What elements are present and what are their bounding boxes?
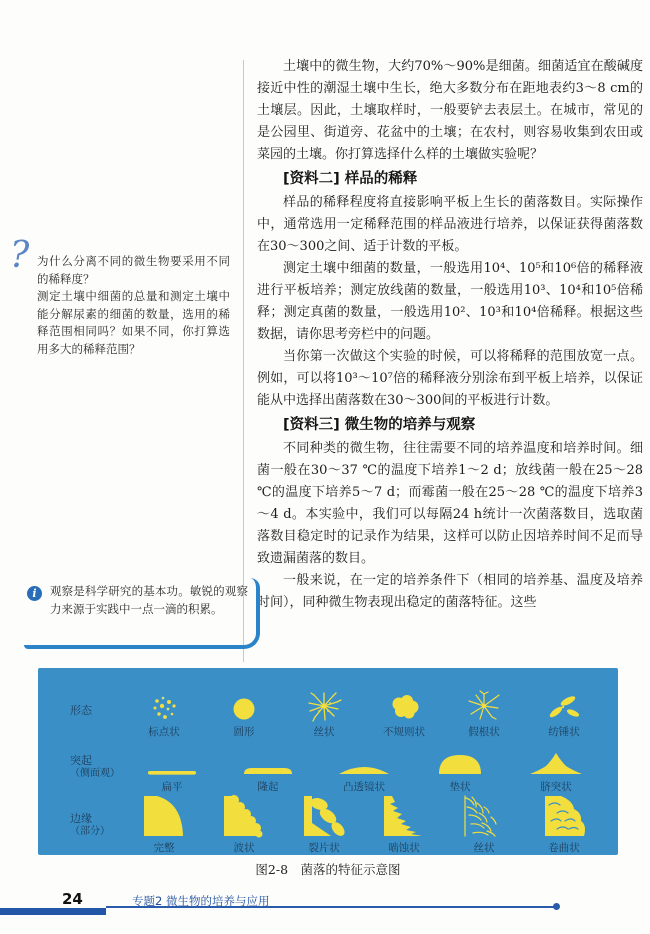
footer-chapter-title: 专题2 微生物的培养与应用 xyxy=(132,894,270,908)
colony-item-label: 纺锤状 xyxy=(548,726,580,738)
colony-item-label: 假根状 xyxy=(468,726,500,738)
colony-item xyxy=(284,689,364,739)
colony-item-label: 垫状 xyxy=(449,781,471,793)
rhizoid-icon xyxy=(464,689,504,723)
row-label-morphology xyxy=(38,704,124,717)
colony-item xyxy=(124,689,204,739)
colony-item-label: 啮蚀状 xyxy=(388,842,420,854)
margin-tip-box xyxy=(24,578,260,649)
margin-tip-text: 观察是科学研究的基本功。敏锐的观察力来源于实践中一点一滴的积累。 xyxy=(50,584,248,616)
colony-item xyxy=(316,748,412,794)
colony-item-label: 隆起 xyxy=(257,781,279,793)
colony-item xyxy=(220,748,316,794)
colony-item-label: 丝状 xyxy=(473,842,495,854)
heading-material-3: [资料三] 微生物的培养与观察 xyxy=(283,417,476,433)
flat-icon xyxy=(140,748,204,778)
figure-caption: 图2-8 菌落的特征示意图 xyxy=(255,862,401,877)
paragraph-colony-traits: 一般来说，在一定的培养条件下（相同的培养基、温度及培养时间），同种微生物表现出稳定的菌落特征。这些 xyxy=(257,573,643,610)
row-label-text: 突起 xyxy=(70,753,92,767)
colony-item-label: 脐突状 xyxy=(540,781,572,793)
colony-item-label: 不规则状 xyxy=(383,726,425,738)
row-label-subtext: （部分） xyxy=(70,825,110,837)
figure-row-margin xyxy=(38,794,618,855)
colony-item xyxy=(444,689,524,739)
figure-row-morphology xyxy=(38,668,618,739)
paragraph-dilution-range: 当你第一次做这个实验的时候，可以将稀释的范围放宽一点。例如，可以将10³～10⁷倍的稀释液分别涂布到平板上培养，以保证能从中选择出菌落数在30～300间的平板进行计数。 xyxy=(257,349,643,408)
erose-icon xyxy=(377,793,431,839)
colony-item xyxy=(124,793,204,855)
colony-characteristics-figure xyxy=(38,668,618,855)
margin-question-line-2: 测定土壤中细菌的总量和测定土壤中能分解尿素的细菌的数量，选用的稀释范围相同吗？如果不同，你打算选用多大的稀释范围？ xyxy=(37,289,230,356)
colony-item-label: 波状 xyxy=(233,842,255,854)
colony-item xyxy=(444,793,524,855)
heading-material-2: [资料二] 样品的稀释 xyxy=(283,171,418,187)
colony-item-label: 标点状 xyxy=(148,726,180,738)
raised-icon xyxy=(236,748,300,778)
row-label-elevation xyxy=(38,754,124,780)
paragraph-dilution-ratios: 测定土壤中细菌的数量，一般选用10⁴、10⁵和10⁶倍的稀释液进行平板培养；测定放线菌的数量，一般选用10³、10⁴和10⁵倍稀释；测定真菌的数量，一般选用10²、10³和10⁴倍稀释。根据这些数据，请你思考旁栏中的问题。 xyxy=(257,261,643,342)
paragraph-culture-conditions: 不同种类的微生物，往往需要不同的培养温度和培养时间。细菌一般在30～37 ℃的温度下培养1～2 d；放线菌一般在25～28 ℃的温度下培养5～7 d；而霉菌一般在25～28 ℃的温度下培养3～4 d。本实验中，我们可以每隔24 h统计一次菌落数目，选取菌落数目稳定时的记录作为结果，这样可以防止因培养时间不足而导致遗漏菌落的数目。 xyxy=(257,441,643,566)
curled-icon xyxy=(537,793,591,839)
undulate-icon xyxy=(217,793,271,839)
colony-item xyxy=(508,748,604,794)
footer-accent-bar xyxy=(0,908,106,915)
punctiform-icon xyxy=(147,693,181,723)
main-text-column xyxy=(257,56,643,614)
colony-item xyxy=(364,689,444,739)
info-icon: i xyxy=(27,586,42,601)
figure-row-elevation xyxy=(38,739,618,794)
row-label-text: 边缘 xyxy=(70,811,92,825)
paragraph-soil-microbes: 土壤中的微生物，大约70%～90%是细菌。细菌适宜在酸碱度接近中性的潮湿土壤中生长，绝大多数分布在距地表约3～8 cm的土壤层。因此，土壤取样时，一般要铲去表层土。在城市，常见的是公园里、街道旁、花盆中的土壤；在农村，则容易收集到农田或菜园的土壤。你打算选择什么样的土壤做实验呢？ xyxy=(257,59,643,162)
footer-rule-dot xyxy=(553,903,560,910)
filamentous-edge-icon xyxy=(457,793,511,839)
umbonate-icon xyxy=(524,748,588,778)
filamentous-icon xyxy=(304,689,344,723)
lobate-icon xyxy=(297,793,351,839)
colony-item-label: 裂片状 xyxy=(308,842,340,854)
colony-item xyxy=(412,748,508,794)
colony-item xyxy=(284,793,364,855)
convex-lens-icon xyxy=(332,748,396,778)
colony-item xyxy=(204,793,284,855)
irregular-icon xyxy=(383,691,425,723)
margin-question-line-1: 为什么分离不同的微生物要采用不同的稀释度？ xyxy=(37,254,230,286)
question-mark-icon: ? xyxy=(10,235,30,276)
colony-item-label: 卷曲状 xyxy=(548,842,580,854)
colony-item xyxy=(204,689,284,739)
colony-item xyxy=(124,748,220,794)
row-label-text: 形态 xyxy=(70,703,92,717)
colony-item xyxy=(524,689,604,739)
cushion-icon xyxy=(428,748,492,778)
circular-icon xyxy=(227,693,261,723)
spindle-icon xyxy=(543,691,585,723)
colony-item xyxy=(524,793,604,855)
margin-question-note xyxy=(37,253,230,358)
colony-item-label: 凸透镜状 xyxy=(343,781,385,793)
page-number: 24 xyxy=(62,890,83,908)
colony-item-label: 丝状 xyxy=(313,726,335,738)
colony-item-label: 圆形 xyxy=(233,726,255,738)
entire-icon xyxy=(137,793,191,839)
colony-item xyxy=(364,793,444,855)
colony-item-label: 完整 xyxy=(153,842,175,854)
row-label-margin xyxy=(38,812,124,838)
column-divider xyxy=(243,60,244,662)
row-label-subtext: （侧面观） xyxy=(70,767,120,779)
paragraph-dilution-intro: 样品的稀释程度将直接影响平板上生长的菌落数目。实际操作中，通常选用一定稀释范围的样品液进行培养，以保证获得菌落数在30～300之间、适于计数的平板。 xyxy=(257,195,643,254)
colony-item-label: 扁平 xyxy=(161,781,183,793)
